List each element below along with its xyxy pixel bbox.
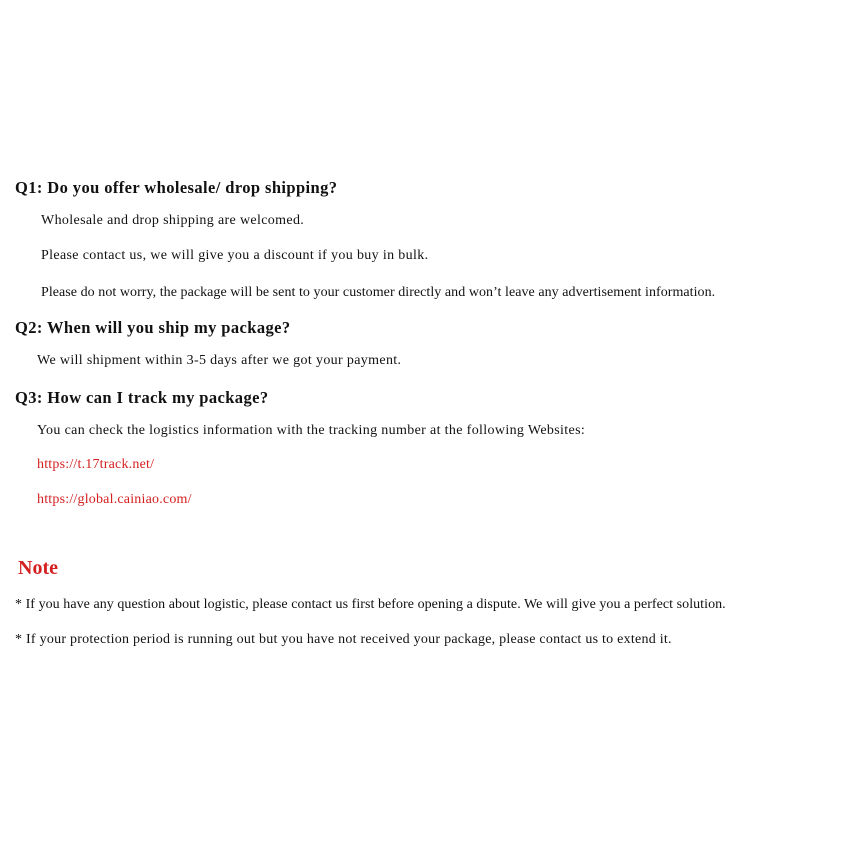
q1-answer-2: Please contact us, we will give you a discount if you buy in bulk. <box>41 248 429 263</box>
link-cainiao[interactable]: https://global.cainiao.com/ <box>37 492 192 507</box>
q3-question: Q3: How can I track my package? <box>15 388 269 407</box>
q3-answer-1: You can check the logistics information with the tracking number at the following Websites: <box>37 423 586 438</box>
q1-question: Q1: Do you offer wholesale/ drop shipping? <box>15 178 338 197</box>
note-item-2: * If your protection period is running out but you have not received your package, please contact us to extend it. <box>15 632 672 647</box>
q2-question: Q2: When will you ship my package? <box>15 318 291 337</box>
q1-answer-1: Wholesale and drop shipping are welcomed. <box>41 213 305 228</box>
link-17track[interactable]: https://t.17track.net/ <box>37 457 155 472</box>
note-item-1: * If you have any question about logistic, please contact us first before opening a dispute. We will give you a perfect solution. <box>15 597 726 612</box>
q1-answer-3: Please do not worry, the package will be sent to your customer directly and won’t leave any advertisement information. <box>41 285 716 300</box>
q2-answer-1: We will shipment within 3-5 days after we got your payment. <box>37 353 402 368</box>
note-title: Note <box>18 557 58 579</box>
